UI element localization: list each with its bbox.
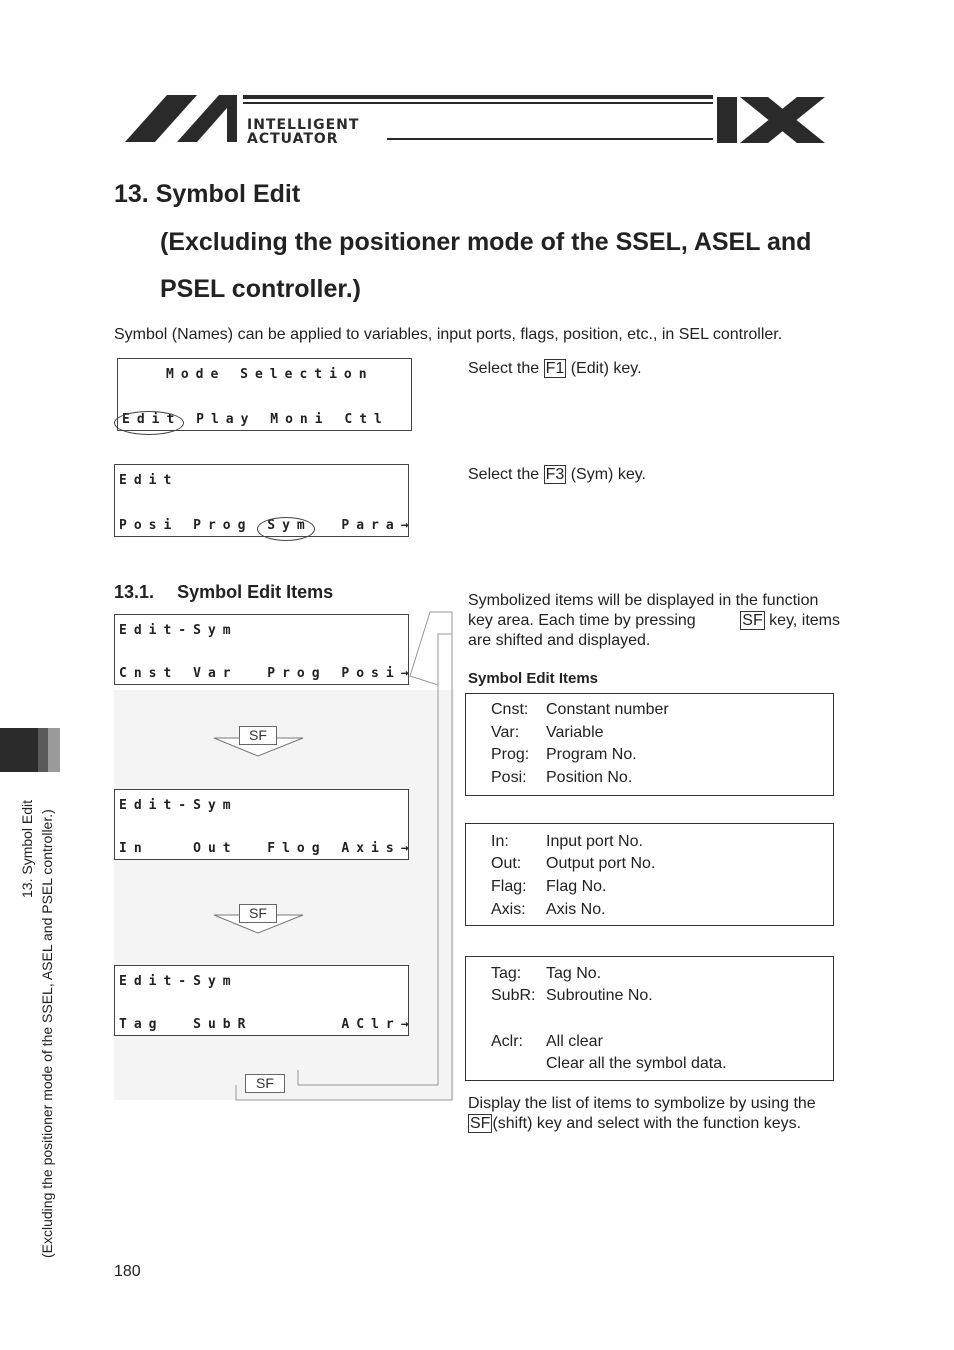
item-key: Tag: xyxy=(491,965,522,982)
highlight-circle-sym xyxy=(257,517,315,541)
lcd-row2: Cnst Var Prog Posi→ xyxy=(119,666,416,681)
items-heading: Symbol Edit Items xyxy=(468,670,599,687)
item-desc: Axis No. xyxy=(546,901,606,918)
items-table-group1 xyxy=(465,693,834,796)
item-key: Out: xyxy=(491,855,522,872)
instruction-step2-pre: Select the xyxy=(468,466,544,483)
sidebar-chapter-subtitle: (Excluding the positioner mode of the SSEL, ASEL and PSEL controller.) xyxy=(39,809,55,1258)
lcd-row1: Edit-Sym xyxy=(119,798,238,813)
desc-line2-post: key, items xyxy=(764,612,840,629)
chapter-tab-light xyxy=(48,728,60,772)
chapter-tab-mid xyxy=(38,728,48,772)
items-table-group3 xyxy=(465,956,834,1081)
item-desc: Flag No. xyxy=(546,878,607,895)
lcd-row1: Mode Selection xyxy=(166,367,374,382)
footer-note-line1: Display the list of items to symbolize by using the xyxy=(468,1095,816,1112)
item-row xyxy=(491,768,632,788)
item-row xyxy=(491,877,606,897)
item-desc: All clear xyxy=(546,1033,603,1050)
item-desc: Constant number xyxy=(546,701,669,718)
item-desc: Subroutine No. xyxy=(546,987,653,1004)
items-table-group2 xyxy=(465,823,834,926)
item-key: In: xyxy=(491,833,509,850)
section-heading xyxy=(114,582,333,603)
item-row xyxy=(491,1032,603,1052)
item-key: Axis: xyxy=(491,901,526,918)
item-row xyxy=(491,745,637,765)
instruction-step1-pre: Select the xyxy=(468,360,544,377)
item-key: Var: xyxy=(491,724,520,741)
desc-line3: are shifted and displayed. xyxy=(468,632,651,649)
item-row xyxy=(491,1054,727,1074)
lcd-row1: Edit xyxy=(119,473,179,488)
section-description xyxy=(468,591,840,651)
lcd-row2: Tag SubR AClr→ xyxy=(119,1017,416,1032)
footer-note-line2-text: (shift) key and select with the function keys. xyxy=(492,1115,802,1132)
item-row xyxy=(491,986,653,1006)
page-title: 13. Symbol Edit xyxy=(114,180,301,208)
item-key: SubR: xyxy=(491,987,536,1004)
item-row xyxy=(491,700,669,720)
desc-line2 xyxy=(468,611,840,631)
logo-text-actuator: ACTUATOR xyxy=(247,131,339,147)
item-key: Aclr: xyxy=(491,1033,523,1050)
instruction-step2-post: (Sym) key. xyxy=(566,466,646,483)
item-desc: Variable xyxy=(546,724,604,741)
instruction-step1-post: (Edit) key. xyxy=(566,360,642,377)
instruction-step1 xyxy=(468,359,642,379)
lcd-row1: Edit-Sym xyxy=(119,974,238,989)
sf-key-label: SF xyxy=(239,726,277,745)
lcd-row2: In Out Flog Axis→ xyxy=(119,841,416,856)
item-key: Posi: xyxy=(491,769,527,786)
page-title-line2: (Excluding the positioner mode of the SSEL, ASEL and xyxy=(160,228,812,256)
page-number: 180 xyxy=(114,1263,141,1280)
footer-note-line2 xyxy=(468,1114,840,1134)
desc-line2-pre: key area. Each time by pressing xyxy=(468,612,696,629)
section-title: Symbol Edit Items xyxy=(177,582,334,602)
intro-paragraph: Symbol (Names) can be applied to variables, input ports, flags, position, etc., in SEL controller. xyxy=(114,326,783,343)
item-row xyxy=(491,832,643,852)
item-desc: Program No. xyxy=(546,746,637,763)
page-title-line3: PSEL controller.) xyxy=(160,275,361,303)
sf-key-label: SF xyxy=(245,1074,285,1093)
item-desc: Clear all the symbol data. xyxy=(546,1055,727,1072)
lcd-edit-sym-1 xyxy=(114,614,416,685)
item-row xyxy=(491,723,604,743)
f3-key: F3 xyxy=(545,466,565,483)
item-desc: Output port No. xyxy=(546,855,656,872)
logo-text-intelligent: INTELLIGENT xyxy=(247,117,360,133)
sidebar-chapter-title: 13. Symbol Edit xyxy=(19,799,35,898)
instruction-step2 xyxy=(468,465,646,485)
item-desc: Tag No. xyxy=(546,965,602,982)
lcd-edit-sym-2 xyxy=(114,789,416,860)
footer-note xyxy=(468,1094,840,1134)
lcd-row2: Posi Prog Sym Para→ xyxy=(119,518,416,533)
item-row xyxy=(491,900,606,920)
item-key: Cnst: xyxy=(491,701,529,718)
sf-key-label: SF xyxy=(239,904,277,923)
item-key: Flag: xyxy=(491,878,527,895)
sf-key: SF xyxy=(742,612,763,629)
lcd-edit-sym-3 xyxy=(114,965,416,1036)
f1-key: F1 xyxy=(545,360,565,377)
item-row xyxy=(491,964,601,984)
item-desc: Input port No. xyxy=(546,833,643,850)
item-desc: Position No. xyxy=(546,769,633,786)
item-key: Prog: xyxy=(491,746,530,763)
section-number: 13.1. xyxy=(114,582,155,602)
desc-line1: Symbolized items will be displayed in the function xyxy=(468,592,819,609)
lcd-row1: Edit-Sym xyxy=(119,623,238,638)
sf-key: SF xyxy=(470,1115,491,1132)
lcd-row2: Edit Play Moni Ctl xyxy=(122,412,389,427)
item-row xyxy=(491,854,655,874)
chapter-tab xyxy=(0,728,38,772)
highlight-circle-edit xyxy=(114,411,184,435)
brand-logo xyxy=(125,92,830,148)
